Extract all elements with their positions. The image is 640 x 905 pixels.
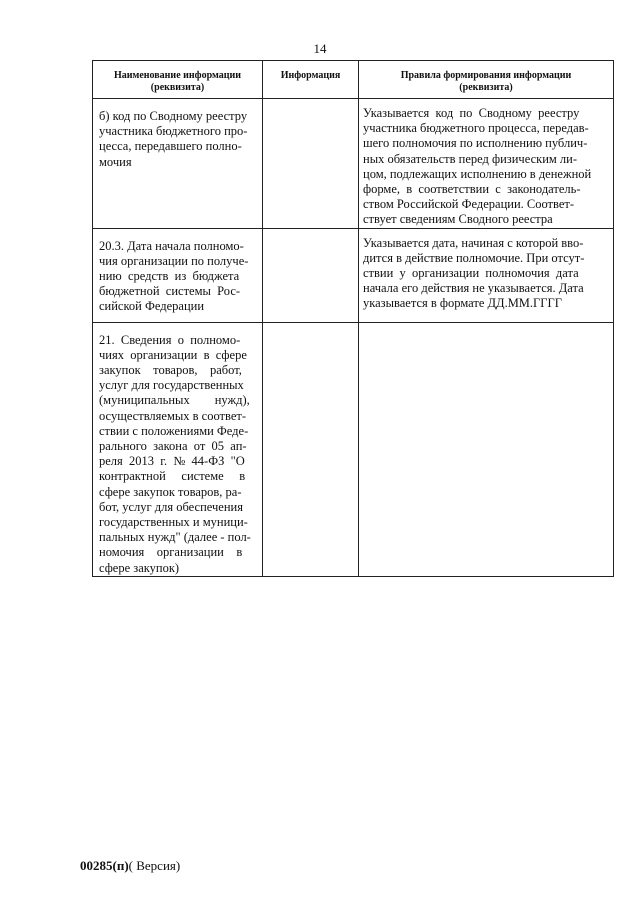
column-header-name [93,61,263,99]
info-cell [263,99,359,229]
table-row [93,228,614,322]
rules-text [359,323,613,330]
column-header-info-text: Информация [280,70,341,81]
name-text: 20.3. Дата начала полномо- чия организации по получе- нию средств из бюджета бюджетной системы Рос- сийской Федерации [99,238,249,314]
rules-cell [359,99,614,229]
info-cell [263,322,359,576]
table-row [93,322,614,576]
name-cell [93,228,263,322]
rules-text: Указывается дата, начиная с которой вво- дится в действие полномочие. При отсут- ствии у организации полномочия дата начала его действия не указывается. Дата указывается в формате ДД.ММ.ГГГГ [363,235,585,311]
table-header-row [93,61,614,99]
column-header-name-text: Наименование информации (реквизита) [113,70,242,93]
name-text: 21. Сведения о полномо- чиях организации в сфере закупок товаров, работ, услуг для государственных (муниципальных нужд), осуществляемых в соответ- ствии с положениями Феде- рального закона от 05 ап- реля 2013 г. № 44-ФЗ "О контрактной системе в сфере закупок товаров, ра- бот, услуг для обеспечения государственных и муници- пальных нужд" (далее - пол- номочия организации в сфере закупок) [99,332,251,575]
name-cell [93,99,263,229]
document-version: ( Версия) [128,858,181,873]
rules-text: Указывается код по Сводному реестру участника бюджетного процесса, передав- шего полномочия по исполнению публич- ных обязательств перед физическим ли- цом, подлежащих исполнению в денежной форме, в соответствии с законодатель- ством Российской Федерации. Соответ- ствует сведениям Сводного реестра [363,106,592,227]
name-text: б) код по Сводному реестру участника бюджетного про- цесса, передавшего полно- мочия [99,109,248,169]
document-footer [80,858,180,874]
name-cell [93,322,263,576]
document-code: 00285(п) [80,858,129,873]
info-cell [263,228,359,322]
rules-cell [359,228,614,322]
requisites-table [92,60,614,577]
column-header-rules [359,61,614,99]
column-header-rules-text: Правила формирования информации (реквизита) [400,70,572,93]
table-row [93,99,614,229]
page-number: 14 [313,41,327,56]
rules-cell [359,322,614,576]
column-header-info [263,61,359,99]
